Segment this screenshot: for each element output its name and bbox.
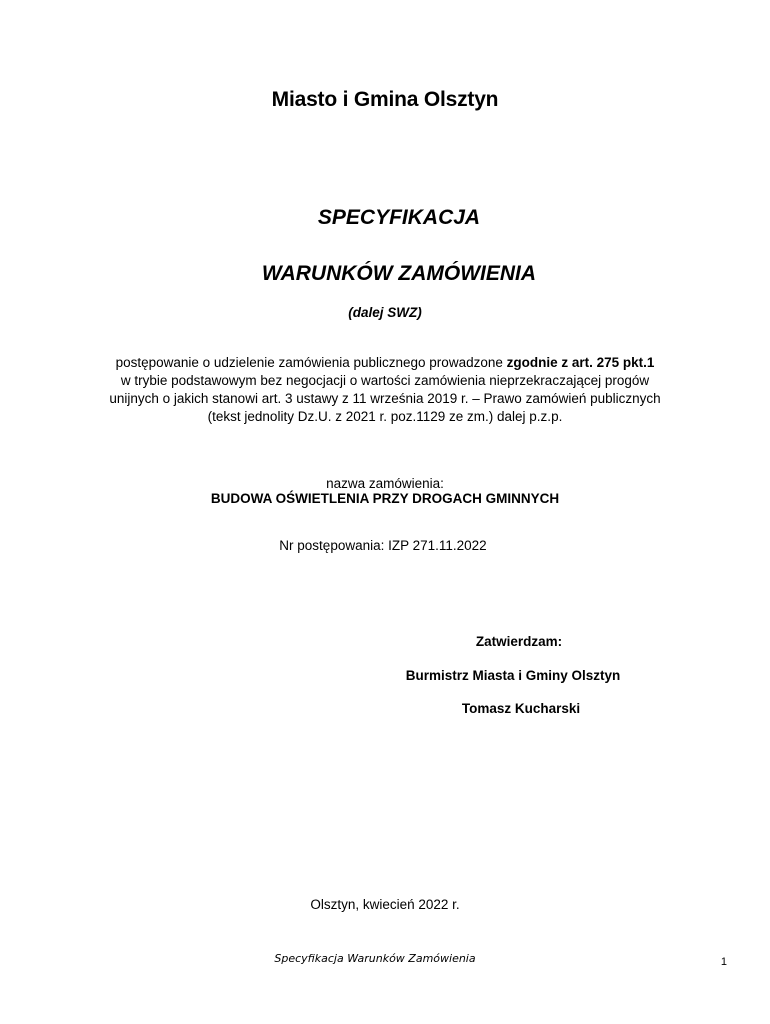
municipality-heading: Miasto i Gmina Olsztyn xyxy=(271,88,499,111)
legal-basis-paragraph xyxy=(0,354,770,426)
approval-label: Zatwierdzam: xyxy=(475,634,563,649)
document-abbreviation: (dalej SWZ) xyxy=(348,305,422,320)
document-title-line-2: WARUNKÓW ZAMÓWIENIA xyxy=(261,262,537,285)
footer-document-title: Specyfikacja Warunków Zamówienia xyxy=(274,952,476,965)
approval-role: Burmistrz Miasta i Gminy Olsztyn xyxy=(405,668,621,683)
order-name-label: nazwa zamówienia: xyxy=(326,476,444,491)
place-and-date: Olsztyn, kwiecień 2022 r. xyxy=(310,897,460,912)
document-title-line-1: SPECYFIKACJA xyxy=(317,206,481,229)
legal-basis-line-2: w trybie podstawowym bez negocjacji o wartości zamówienia nieprzekraczającej progów xyxy=(120,373,650,388)
order-name-value: BUDOWA OŚWIETLENIA PRZY DROGACH GMINNYCH xyxy=(210,491,560,506)
legal-basis-line-1-text: postępowanie o udzielenie zamówienia publicznego prowadzone xyxy=(115,355,507,370)
page-number: 1 xyxy=(720,956,727,968)
approval-person: Tomasz Kucharski xyxy=(461,701,581,716)
legal-basis-article: zgodnie z art. 275 pkt.1 xyxy=(506,355,655,370)
legal-basis-line-4: (tekst jednolity Dz.U. z 2021 r. poz.1129 ze zm.) dalej p.z.p. xyxy=(207,409,563,424)
legal-basis-line-3: unijnych o jakich stanowi art. 3 ustawy z 11 września 2019 r. – Prawo zamówień publicznych xyxy=(109,391,661,406)
legal-basis-line-1 xyxy=(0,354,770,372)
case-number: Nr postępowania: IZP 271.11.2022 xyxy=(279,538,487,553)
